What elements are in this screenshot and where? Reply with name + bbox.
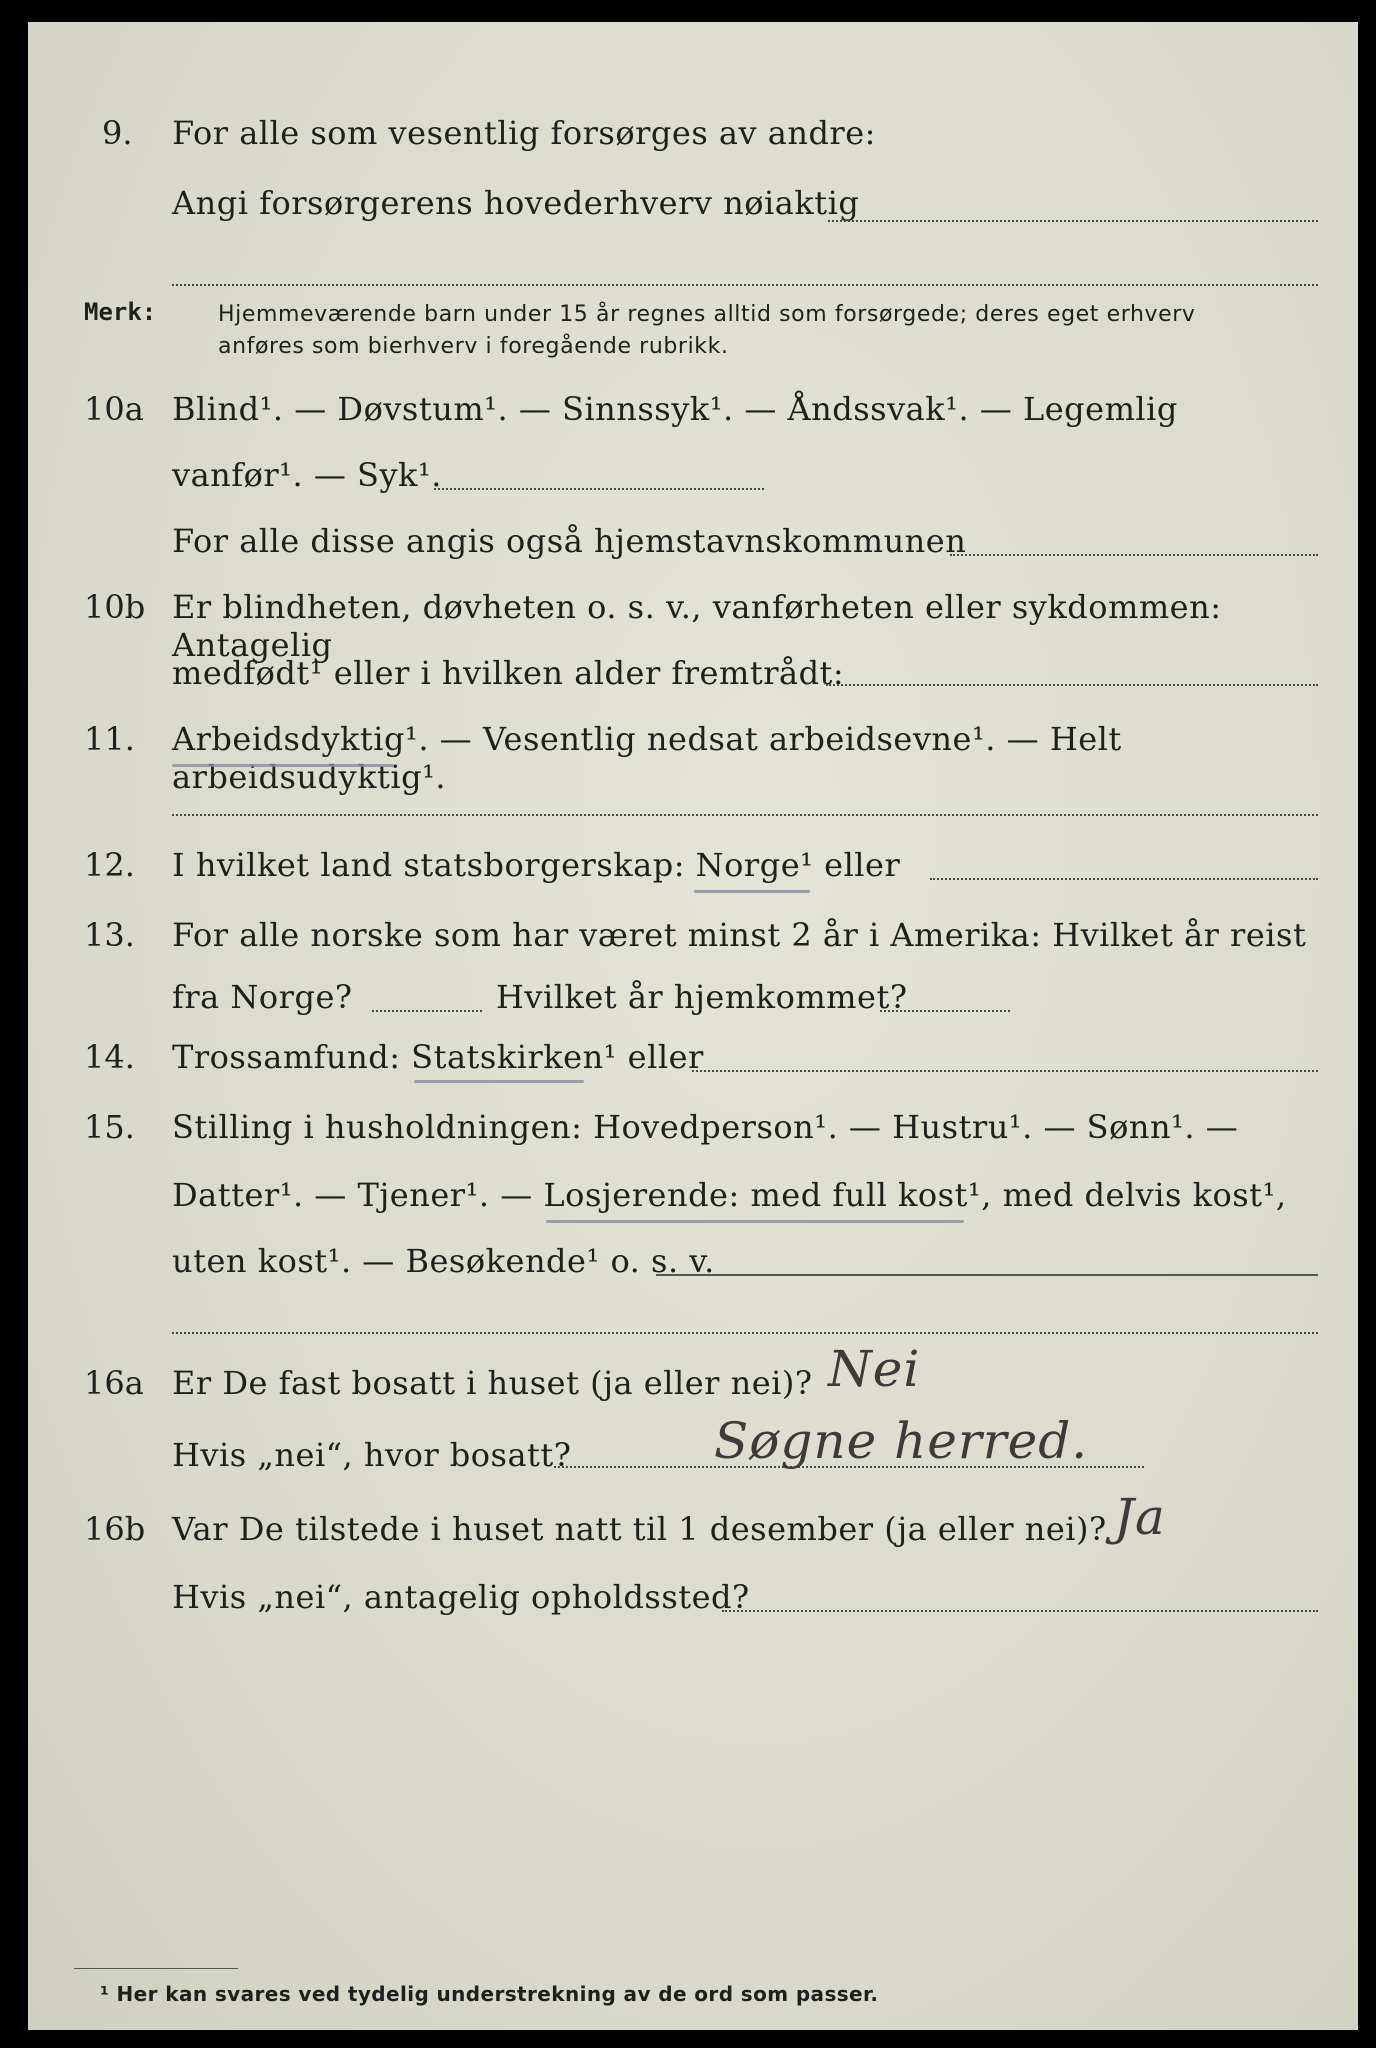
q16b-answer1-handwriting: Ja [1114,1488,1166,1546]
q13-line1: For alle norske som har været minst 2 år i Amerika: Hvilket år reist [172,916,1307,954]
q10a-number: 10a [84,390,144,428]
q10b-line2: medfødt¹ eller i hvilken alder fremtrådt: [172,654,845,692]
q16b-line1: Var De tilstede i huset natt til 1 desember (ja eller nei)? [172,1510,1107,1548]
q16a-line1: Er De fast bosatt i huset (ja eller nei)? [172,1364,813,1402]
q10b-number: 10b [84,588,146,626]
q14-answer-line[interactable] [692,1070,1318,1072]
q9-answer-line[interactable] [828,220,1318,222]
q9-line2: Angi forsørgerens hovederhverv nøiaktig [172,184,860,222]
q16b-number: 16b [84,1510,146,1548]
q14-number: 14. [84,1038,135,1076]
q16b-line2: Hvis „nei“, antagelig opholdssted? [172,1578,750,1616]
q16a-answer1-handwriting: Nei [828,1340,921,1398]
q9-number: 9. [102,114,133,152]
q12-answer-line[interactable] [930,878,1318,880]
q14-line1: Trossamfund: Statskirken¹ eller [172,1038,704,1076]
q15-line1: Stilling i husholdningen: Hovedperson¹. — Hustru¹. — Sønn¹. — [172,1108,1239,1146]
footnote-rule [74,1968,238,1969]
q13-hjemkommet-answer-line[interactable] [880,1010,1010,1012]
q10a-line2: vanfør¹. — Syk¹. [172,456,442,494]
merk-line1: Hjemmeværende barn under 15 år regnes alltid som forsørgede; deres eget erhverv [218,302,1196,327]
q16a-line2: Hvis „nei“, hvor bosatt? [172,1436,572,1474]
q9-line1: For alle som vesentlig forsørges av andre: [172,114,876,152]
q15-line3: uten kost¹. — Besøkende¹ o. s. v. [172,1242,715,1280]
q11-line1: Arbeidsdyktig¹. — Vesentlig nedsat arbeidsevne¹. — Helt arbeidsudyktig¹. [172,720,1122,796]
q10b-line1: Er blindheten, døvheten o. s. v., vanførheten eller sykdommen: Antagelig [172,588,1222,664]
merk-line2: anføres som bierhverv i foregående rubrikk. [218,334,729,359]
q15-number: 15. [84,1108,135,1146]
q13-reist-answer-line[interactable] [372,1010,482,1012]
q11-answer-line[interactable] [172,814,1318,816]
q12-number: 12. [84,846,135,884]
q10a-line3: For alle disse angis også hjemstavnskommunen [172,522,967,560]
q15-pen-underline [546,1220,964,1223]
q13-line2a: fra Norge? [172,978,353,1016]
merk-label: Merk: [84,298,157,326]
q9-answer-line-2[interactable] [172,284,1318,286]
q15-line2: Datter¹. — Tjener¹. — Losjerende: med full kost¹, med delvis kost¹, [172,1176,1287,1214]
q10b-answer-line[interactable] [826,684,1318,686]
q10a-line1: Blind¹. — Døvstum¹. — Sinnssyk¹. — Åndssvak¹. — Legemlig [172,390,1178,428]
q15-answer-line-2[interactable] [172,1332,1318,1334]
q16a-answer2-handwriting: Søgne herred. [714,1412,1089,1470]
census-form-sheet [28,22,1358,2030]
q12-line1: I hvilket land statsborgerskap: Norge¹ eller [172,846,901,884]
q11-pen-underline [172,764,394,767]
q13-number: 13. [84,916,135,954]
q12-pen-underline [694,890,810,893]
footnote-text: ¹ Her kan svares ved tydelig understrekning av de ord som passer. [100,1982,879,2006]
q16a-number: 16a [84,1364,144,1402]
q10a-syk-answer-line[interactable] [434,488,764,490]
q10a-hjemstavn-answer-line[interactable] [950,554,1318,556]
q14-pen-underline [414,1080,584,1083]
q11-number: 11. [84,720,135,758]
q15-answer-line[interactable] [656,1274,1318,1276]
q16b-opholdssted-answer-line[interactable] [722,1610,1318,1612]
q13-line2b: Hvilket år hjemkommet? [496,978,908,1016]
